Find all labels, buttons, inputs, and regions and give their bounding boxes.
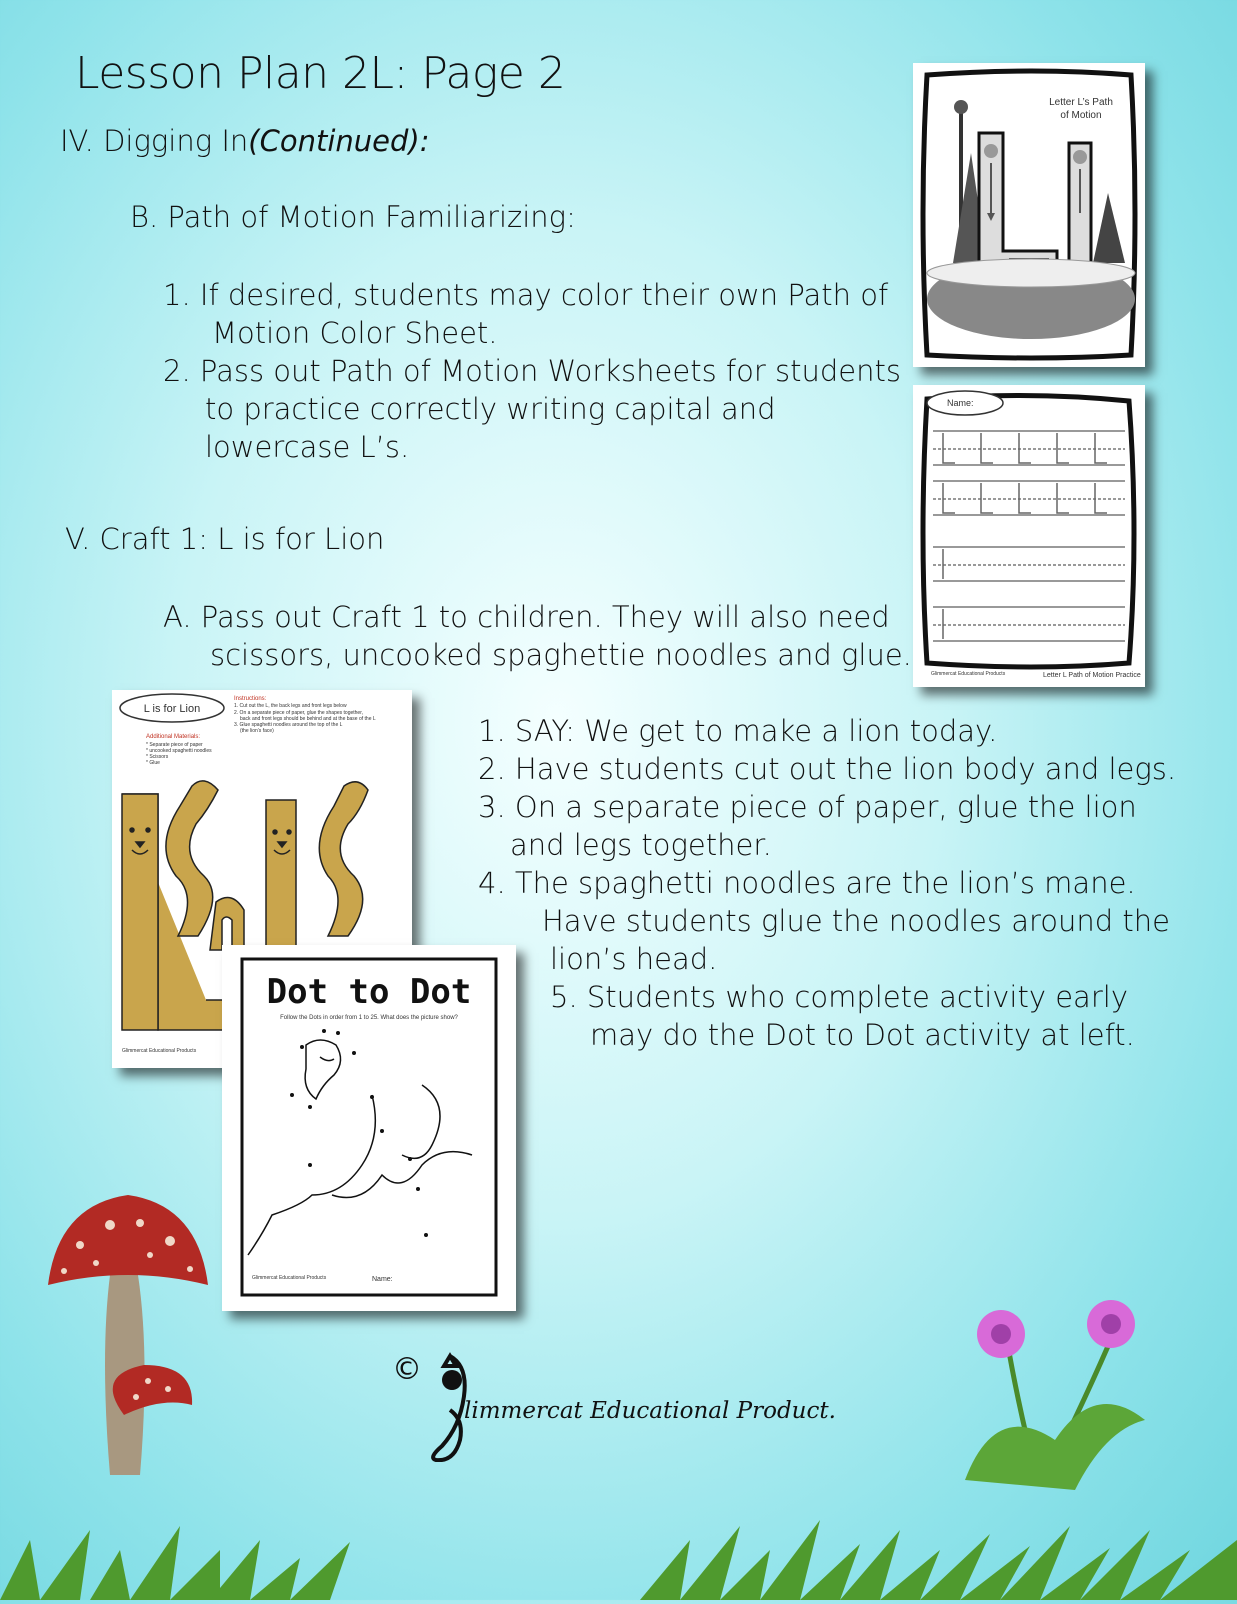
craft-instruction-4: 3. Glue spaghetti noodles around the top of the L	[234, 722, 343, 728]
brand-text: limmercat Educational Product.	[464, 1398, 836, 1424]
craft-material-2: * uncooked spaghetti noodles	[146, 748, 212, 754]
craft-instruction-2: 2. On a separate piece of paper, glue the shapes together,	[234, 710, 363, 716]
step-1: 1. SAY: We get to make a lion today.	[478, 714, 998, 748]
glimmercat-logo	[392, 1352, 852, 1462]
craft-instruction-3: back and front legs should be behind and at the base of the L	[240, 716, 376, 722]
dot-to-dot-thumbnail	[222, 945, 516, 1311]
section-v-sub-a-line-1: A. Pass out Craft 1 to children. They will also need	[163, 600, 890, 634]
dot-to-dot-instructions: Follow the Dots in order from 1 to 25. What does the picture show?	[280, 1015, 458, 1021]
copyright-symbol: ©	[392, 1352, 422, 1387]
section-iv-heading-suffix: (Continued):	[248, 124, 430, 158]
craft-material-3: * Scissors	[146, 754, 169, 760]
worksheet-name-label: Name:	[947, 398, 974, 408]
craft-material-1: * Separate piece of paper	[146, 742, 203, 748]
craft-small-logo: Glimmercat Educational Products	[122, 1048, 197, 1054]
item-2-line-2: to practice correctly writing capital and	[205, 392, 776, 426]
craft-title: L is for Lion	[143, 703, 201, 715]
step-2: 2. Have students cut out the lion body and legs.	[478, 752, 1177, 786]
craft-materials-heading: Additional Materials:	[146, 734, 201, 740]
worksheet-small-logo: Glimmercat Educational Products	[931, 671, 1006, 677]
step-5-line-1: 5. Students who complete activity early	[550, 980, 1128, 1014]
dot-to-dot-title: Dot to Dot	[266, 972, 472, 1012]
color-sheet-title-1: Letter L’s Path	[1049, 97, 1113, 108]
section-iv-sub-b: B. Path of Motion Familiarizing:	[130, 200, 576, 234]
path-of-motion-worksheet-thumbnail	[913, 385, 1145, 687]
color-sheet-thumbnail	[913, 63, 1145, 367]
craft-instruction-5: (the lion’s face)	[240, 728, 274, 734]
dot-to-dot-name-label: Name:	[372, 1276, 393, 1283]
section-iv-heading-text: IV. Digging In	[60, 124, 249, 158]
flower-illustration	[925, 1290, 1155, 1490]
item-1-line-2: Motion Color Sheet.	[212, 316, 498, 350]
step-4-line-3: lion’s head.	[550, 942, 718, 976]
dot-to-dot-small-logo: Glimmercat Educational Products	[252, 1275, 327, 1281]
craft-material-4: * Glue	[146, 760, 160, 766]
step-3-line-2: and legs together.	[510, 828, 772, 862]
section-v-sub-a-line-2: scissors, uncooked spaghettie noodles and glue.	[210, 638, 912, 672]
section-iv-heading	[60, 124, 430, 158]
craft-instruction-1: 1. Cut out the L, the back legs and front legs below	[234, 703, 347, 709]
section-v-heading: V. Craft 1: L is for Lion	[65, 522, 385, 556]
item-2-line-1: 2. Pass out Path of Motion Worksheets for students	[163, 354, 901, 388]
step-5-line-2: may do the Dot to Dot activity at left.	[590, 1018, 1135, 1052]
step-3-line-1: 3. On a separate piece of paper, glue the lion	[478, 790, 1137, 824]
craft-instructions-heading: Instructions:	[234, 696, 267, 702]
color-sheet-title-2: of Motion	[1060, 110, 1102, 121]
item-2-line-3: lowercase L’s.	[205, 430, 410, 464]
worksheet-footer: Letter L Path of Motion Practice	[1043, 672, 1141, 679]
item-1-line-1: 1. If desired, students may color their own Path of	[163, 278, 889, 312]
page-title: Lesson Plan 2L: Page 2	[75, 48, 566, 99]
step-4-line-2: Have students glue the noodles around the	[542, 904, 1170, 938]
step-4-line-1: 4. The spaghetti noodles are the lion’s mane.	[478, 866, 1136, 900]
